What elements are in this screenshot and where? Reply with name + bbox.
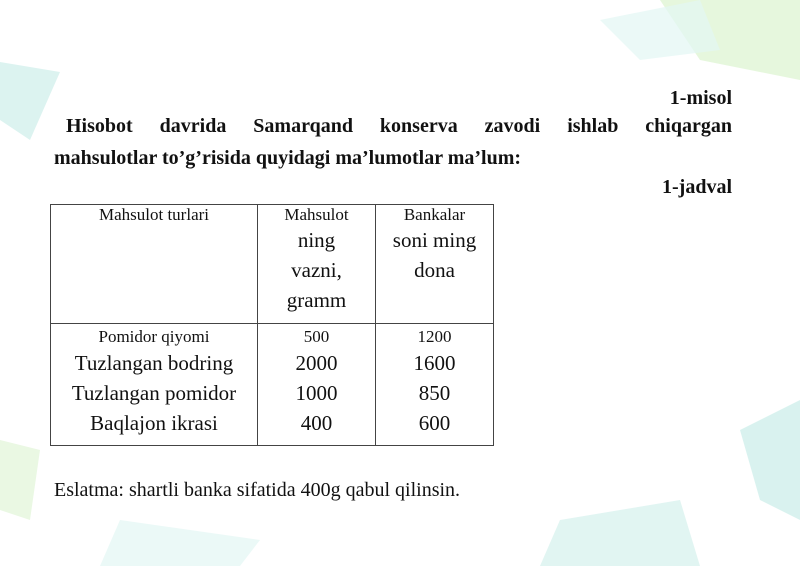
header-weight-line-2: ning (297, 228, 336, 252)
row-weight: 500 (258, 324, 376, 352)
header-count-line-2: soni ming (392, 228, 477, 252)
data-table (50, 204, 494, 446)
header-product-types (51, 205, 258, 324)
example-label: 1-misol (669, 87, 732, 109)
table-row (51, 351, 494, 381)
row-weight: 2000 (258, 351, 376, 381)
row-count: 1200 (376, 324, 494, 352)
paragraph-line-1: Hisobot davrida Samarqand konserva zavodi ishlab chiqargan (66, 115, 732, 137)
row-product-name: Tuzlangan pomidor (51, 381, 258, 411)
paragraph-line-2: mahsulotlar to’g’risida quyidagi ma’lumotlar ma’lum: (54, 147, 522, 169)
header-product-types-label: Mahsulot turlari (98, 205, 209, 224)
table-row (51, 324, 494, 352)
row-weight: 1000 (258, 381, 376, 411)
row-weight: 400 (258, 411, 376, 446)
header-weight-line-4: gramm (286, 288, 347, 312)
table-header-row (51, 205, 494, 324)
header-weight-line-1: Mahsulot (284, 205, 349, 224)
table-row (51, 381, 494, 411)
row-count: 850 (376, 381, 494, 411)
header-product-weight (258, 205, 376, 324)
row-product-name: Baqlajon ikrasi (51, 411, 258, 446)
row-product-name: Pomidor qiyomi (51, 324, 258, 352)
header-jar-count (376, 205, 494, 324)
note-text: Eslatma: shartli banka sifatida 400g qabul qilinsin. (54, 479, 461, 501)
table-row (51, 411, 494, 446)
header-count-line-3: dona (414, 258, 455, 282)
row-product-name: Tuzlangan bodring (51, 351, 258, 381)
header-weight-line-3: vazni, (291, 258, 342, 282)
row-count: 600 (376, 411, 494, 446)
table-label: 1-jadval (662, 176, 732, 198)
header-count-line-1: Bankalar (403, 205, 466, 224)
row-count: 1600 (376, 351, 494, 381)
